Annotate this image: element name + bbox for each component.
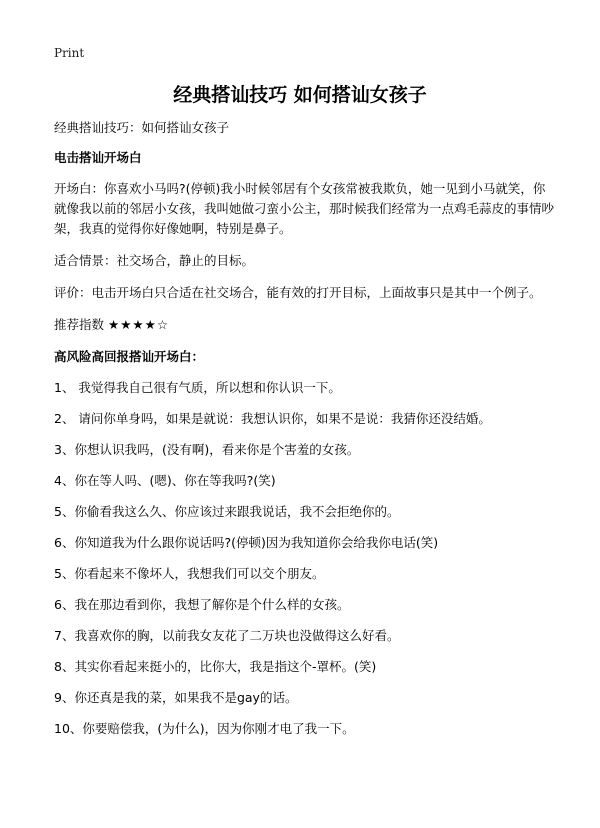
rating-stars: ★★★★☆: [108, 317, 170, 332]
list-item: 1、 我觉得我自己很有气质，所以想和你认识一下。: [54, 380, 341, 395]
section-heading-high-risk: 高风险高回报搭讪开场白：: [54, 349, 205, 364]
list-item: 5、你偷看我这么久、你应该过来跟我说话，我不会拒绝你的。: [54, 504, 400, 519]
article-subtitle: 经典搭讪技巧：如何搭讪女孩子: [54, 120, 230, 135]
section-heading-opening: 电击搭讪开场白: [54, 150, 142, 165]
rating-label: 推荐指数: [54, 317, 105, 332]
list-item: 3、你想认识我吗，(没有啊)，看来你是个害羞的女孩。: [54, 442, 360, 457]
opening-paragraph: 开场白：你喜欢小马吗?(停顿)我小时候邻居有个女孩常被我欺负，她一见到小马就笑，你就像我以前的邻居小女孩，我叫她做刁蛮小公主，那时候我们经常为一点鸡毛蒜皮的事情吵架，我真的觉得你好像她啊，特别是鼻子。: [54, 181, 555, 236]
list-item: 9、你还真是我的菜，如果我不是gay的话。: [54, 690, 298, 705]
rating-line: [54, 315, 554, 335]
review-paragraph: 评价：电击开场白只合适在社交场合，能有效的打开目标，上面故事只是其中一个例子。: [54, 285, 542, 300]
list-item: 6、你知道我为什么跟你说话吗?(停顿)因为我知道你会给我你电话(笑): [54, 535, 439, 550]
list-item: 5、你看起来不像坏人，我想我们可以交个朋友。: [54, 566, 325, 581]
list-item: 7、我喜欢你的胸，以前我女友花了二万块也没做得这么好看。: [54, 628, 400, 643]
print-label: Print: [54, 46, 85, 60]
page-title: 经典搭讪技巧 如何搭讪女孩子: [173, 84, 427, 106]
list-item: 4、你在等人吗、(嗯)、你在等我吗?(笑): [54, 473, 276, 488]
list-item: 2、 请问你单身吗，如果是就说：我想认识你，如果不是说：我猜你还没结婚。: [54, 411, 491, 426]
list-item: 10、你要赔偿我，(为什么)，因为你刚才电了我一下。: [54, 721, 355, 736]
list-item: 6、我在那边看到你，我想了解你是个什么样的女孩。: [54, 597, 350, 612]
opening-lines-list: [54, 378, 554, 739]
scene-paragraph: 适合情景：社交场合，静止的目标。: [54, 253, 255, 268]
list-item: 8、其实你看起来挺小的，比你大，我是指这个-罩杯。(笑): [54, 659, 377, 674]
article-body: [54, 118, 554, 750]
